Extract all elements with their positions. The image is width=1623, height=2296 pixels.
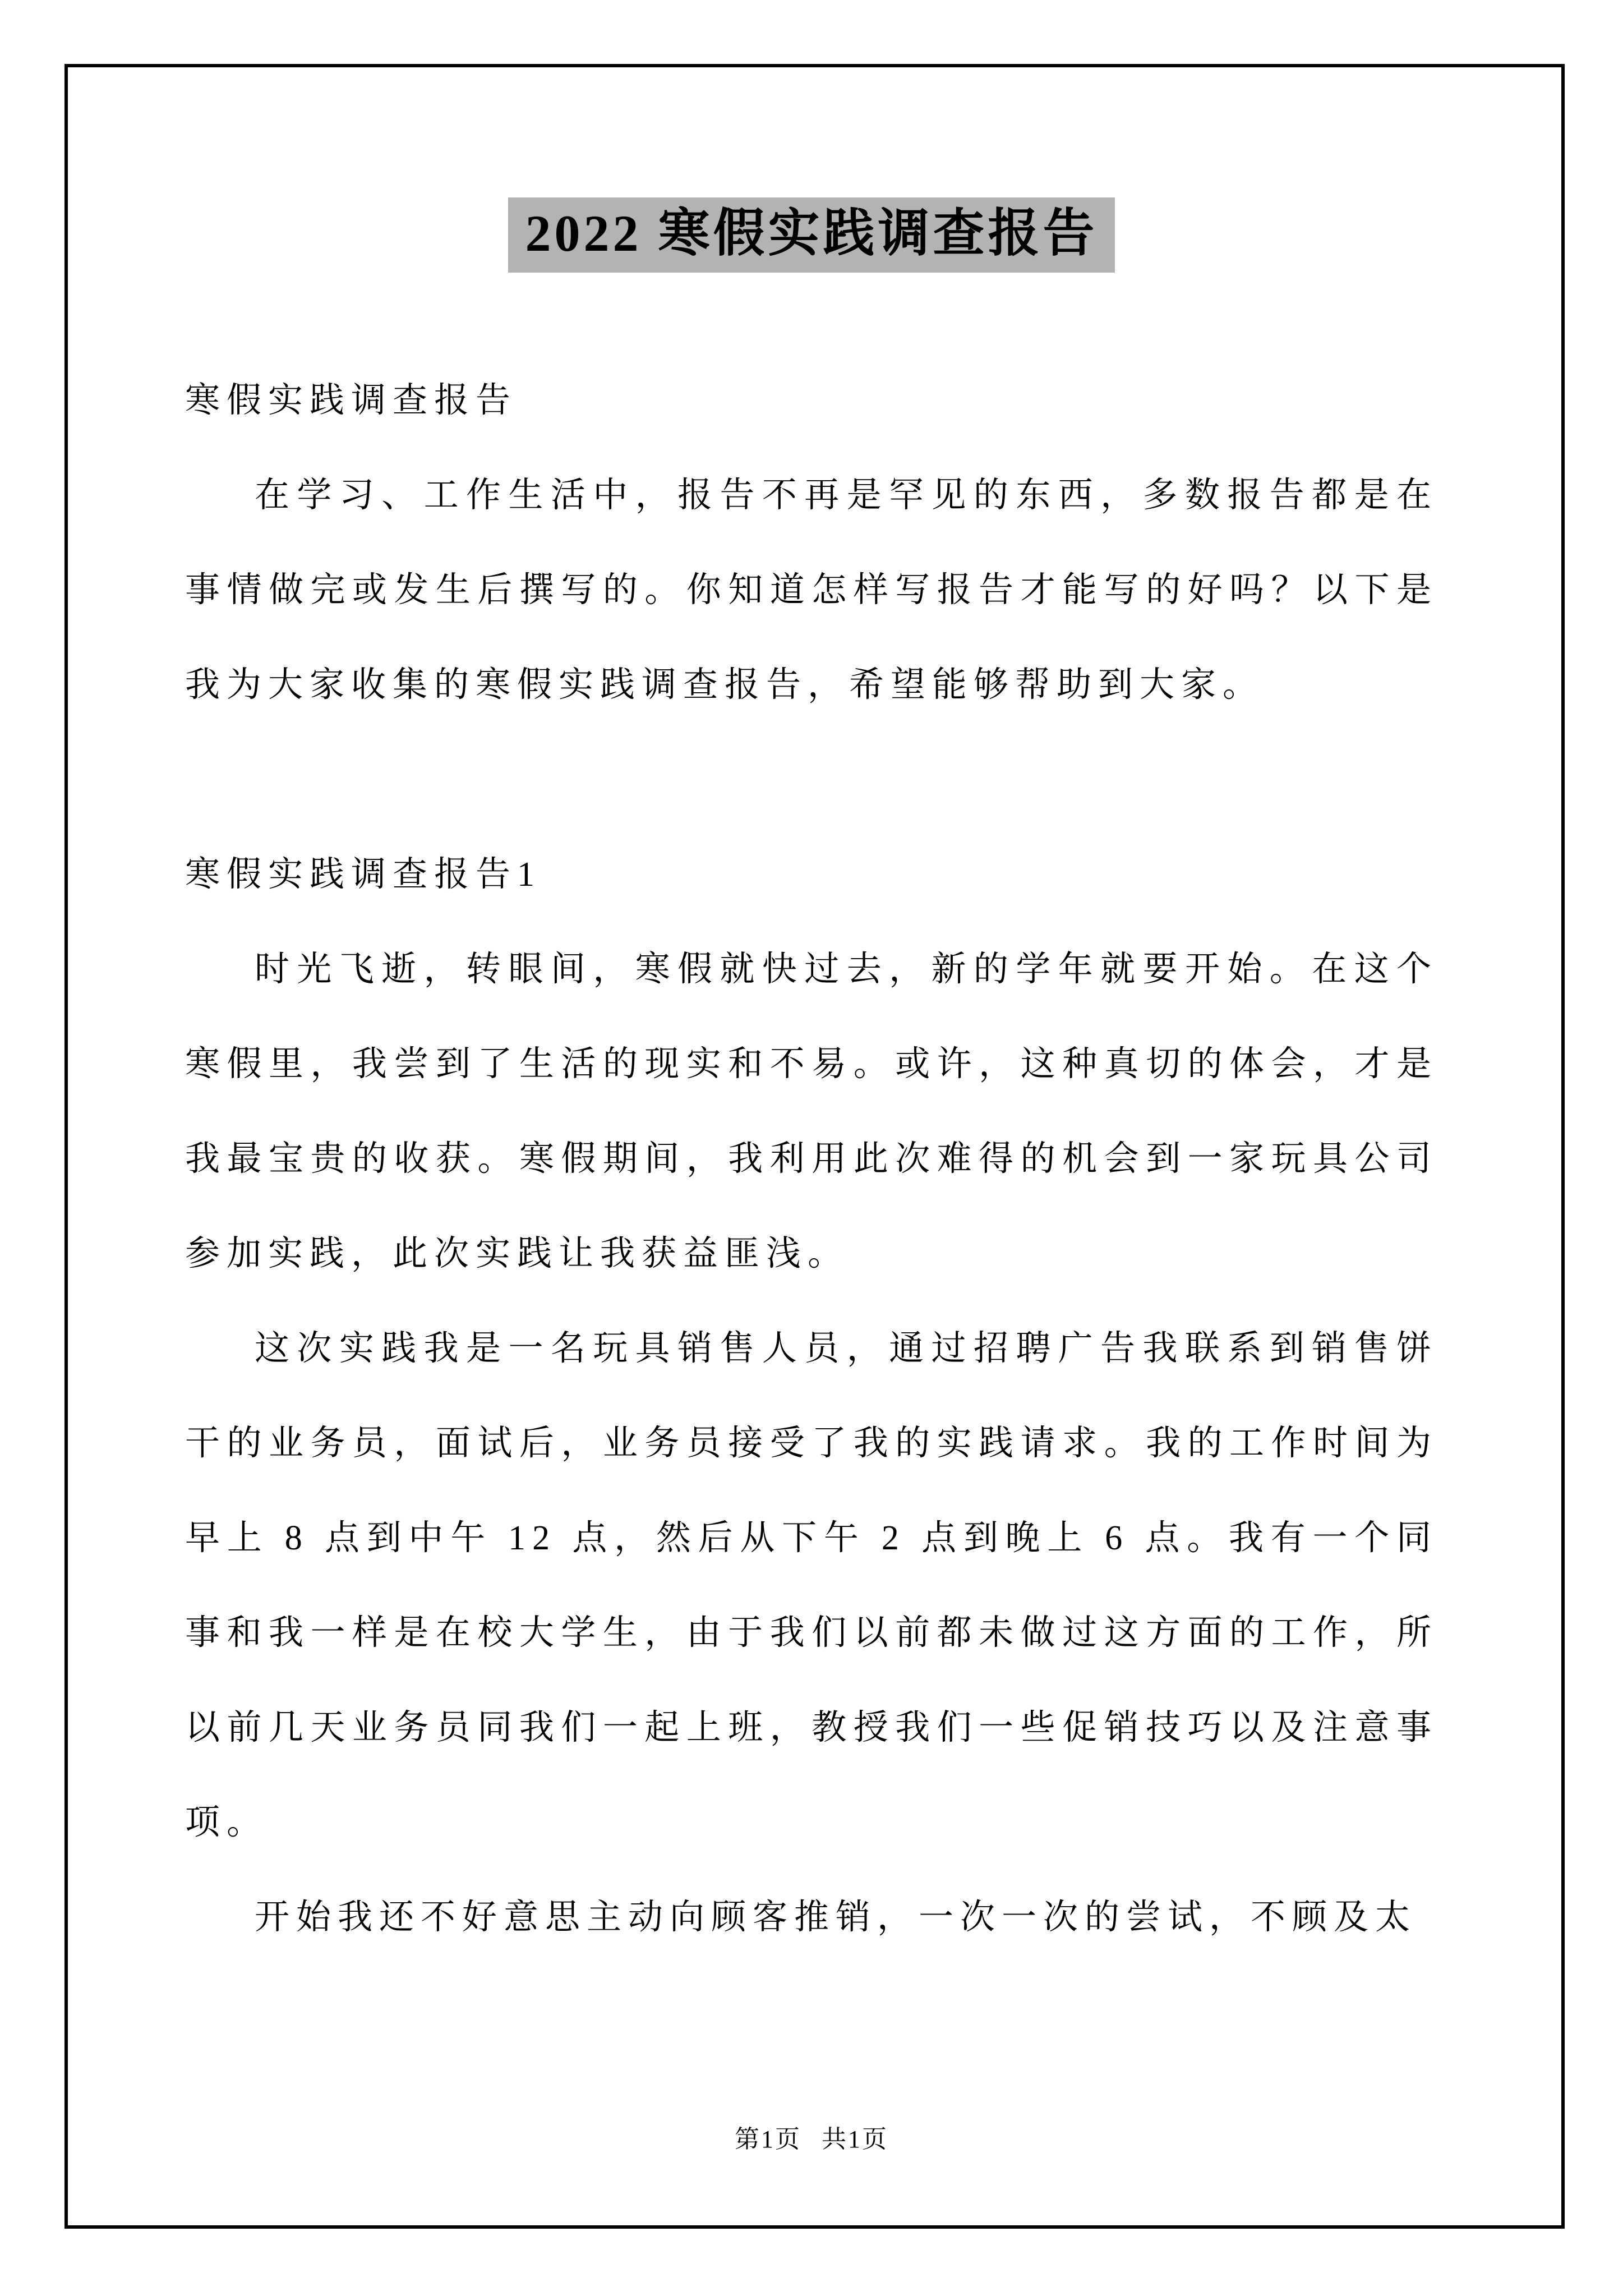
page-footer: 第1页 共1页	[735, 2125, 888, 2153]
body-paragraph-1: 时光飞逝，转眼间，寒假就快过去，新的学年就要开始。在这个寒假里，我尝到了生活的现实和不易。或许，这种真切的体会，才是我最宝贵的收获。寒假期间，我利用此次难得的机会到一家玩具公司参加实践，此次实践让我获益匪浅。	[185, 950, 1438, 1273]
body-paragraph-3: 开始我还不好意思主动向顾客推销，一次一次的尝试，不顾及太	[255, 1898, 1417, 1936]
body-paragraph-2: 这次实践我是一名玩具销售人员，通过招聘广告我联系到销售饼干的业务员，面试后，业务员接受了我的实践请求。我的工作时间为早上 8 点到中午 12 点，然后从下午 2 点到晚上 6 点。我有一个同事和我一样是在校大学生，由于我们以前都未做过这方面的工作，所以前几天业务员同我们一起上班，教授我们一些促销技巧以及注意事项。	[185, 1329, 1438, 1842]
document-body	[185, 353, 1438, 1965]
lead-label: 寒假实践调查报告	[185, 381, 518, 420]
section-heading: 寒假实践调查报告1	[185, 855, 542, 894]
document-title: 2022 寒假实践调查报告	[508, 197, 1114, 273]
title-row	[0, 197, 1623, 273]
intro-paragraph: 在学习、工作生活中，报告不再是罕见的东西，多数报告都是在事情做完或发生后撰写的。你知道怎样写报告才能写的好吗？以下是我为大家收集的寒假实践调查报告，希望能够帮助到大家。	[185, 476, 1438, 704]
